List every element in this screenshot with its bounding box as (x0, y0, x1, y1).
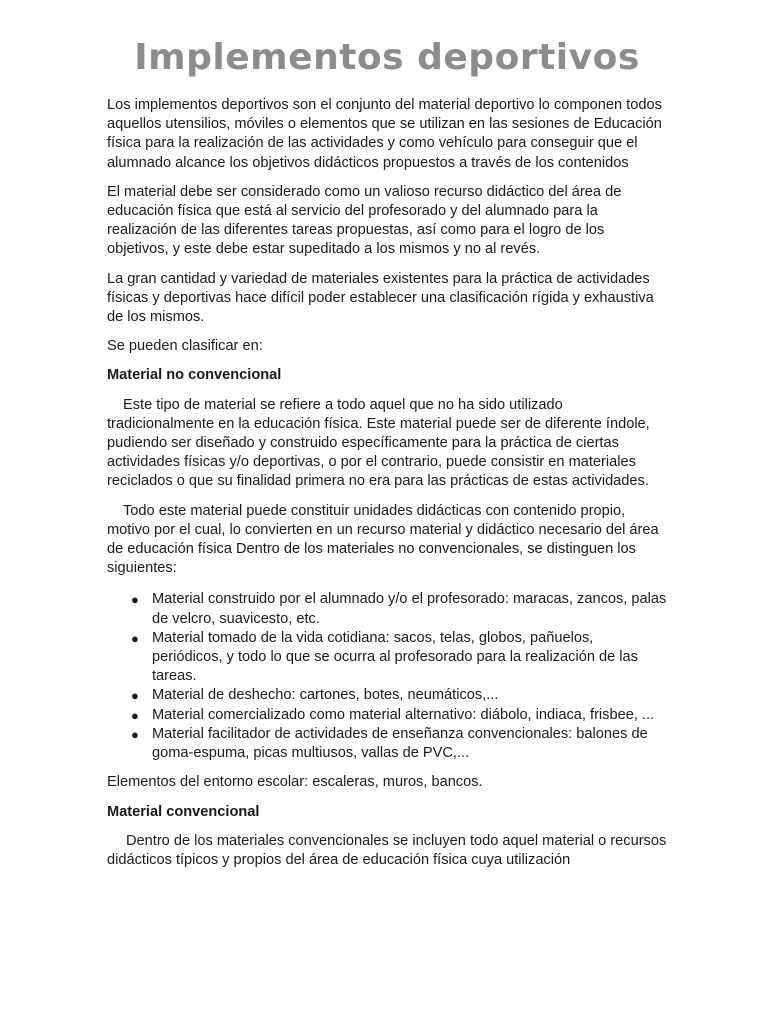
bullet-icon: ● (131, 688, 139, 704)
entorno-escolar-paragraph: Elementos del entorno escolar: escaleras, muros, bancos. (107, 774, 483, 791)
list-item: ● Material construido por el alumnado y/o el profesorado: maracas, zancos, palas de velcro, suavicesto, etc. (131, 591, 667, 627)
bullet-icon: ● (131, 592, 139, 608)
bullet-icon: ● (131, 630, 139, 646)
section-heading-no-convencional: Material no convencional (107, 367, 282, 384)
section-heading-convencional: Material convencional (107, 803, 260, 820)
document-title: Implementos deportivos (134, 37, 640, 78)
classify-lead-paragraph: Se pueden clasificar en: (107, 338, 263, 355)
list-item: ● Material facilitador de actividades de enseñanza convencionales: balones de goma-espuma, picas multiusos, vallas de PVC,... (131, 725, 648, 762)
document-page (107, 0, 667, 870)
material-value-paragraph: El material debe ser considerado como un valioso recurso didáctico del área de educación física que está al servicio del profesorado y del alumnado para la realización de las diferentes tareas propuestas, así como para el logro de los objetivos, y este debe estar supeditado a los mismos y no al revés. (107, 183, 622, 258)
bullet-icon: ● (131, 707, 139, 723)
list-item: ● Material de deshecho: cartones, botes, neumáticos,... (152, 686, 667, 705)
material-list (107, 590, 667, 763)
list-item: ● Material comercializado como material alternativo: diábolo, indiaca, frisbee, ... (152, 706, 667, 725)
classification-paragraph: La gran cantidad y variedad de materiales existentes para la práctica de actividades físicas y deportivas hace difícil poder establecer una clasificación rígida y exhaustiva de los mismos. (107, 270, 654, 326)
list-item: ● Material tomado de la vida cotidiana: sacos, telas, globos, pañuelos, periódicos, y todo lo que se ocurra al profesorado para la realización de las tareas. (131, 629, 638, 685)
intro-paragraph: Los implementos deportivos son el conjunto del material deportivo lo componen todos aquellos utensilios, móviles o elementos que se utilizan en las sesiones de Educación física para la realización de las actividades y como vehículo para conseguir que el alumnado alcance los objetivos didácticos propuestos a través de los contenidos (107, 97, 662, 171)
convencional-paragraph-1: Dentro de los materiales convencionales se incluyen todo aquel material o recursos didácticos típicos y propios del área de educación física cuya utilización (107, 832, 667, 868)
bullet-icon: ● (131, 726, 139, 742)
no-convencional-paragraph-2: Todo este material puede constituir unidades didácticas con contenido propio, motivo por el cual, lo convierten en un recurso material y didáctico necesario del área de educación física Dentro de los materiales no convencionales, se distinguen los siguientes: (107, 502, 659, 577)
no-convencional-paragraph-1: Este tipo de material se refiere a todo aquel que no ha sido utilizado tradicionalmente en la educación física. Este material puede ser de diferente índole, pudiendo ser diseñado y construido específicamente para la práctica de ciertas actividades físicas y/o deportivas, o por el contrario, puede consistir en materiales reciclados o que su finalidad primera no era para las prácticas de estas actividades. (107, 396, 650, 490)
